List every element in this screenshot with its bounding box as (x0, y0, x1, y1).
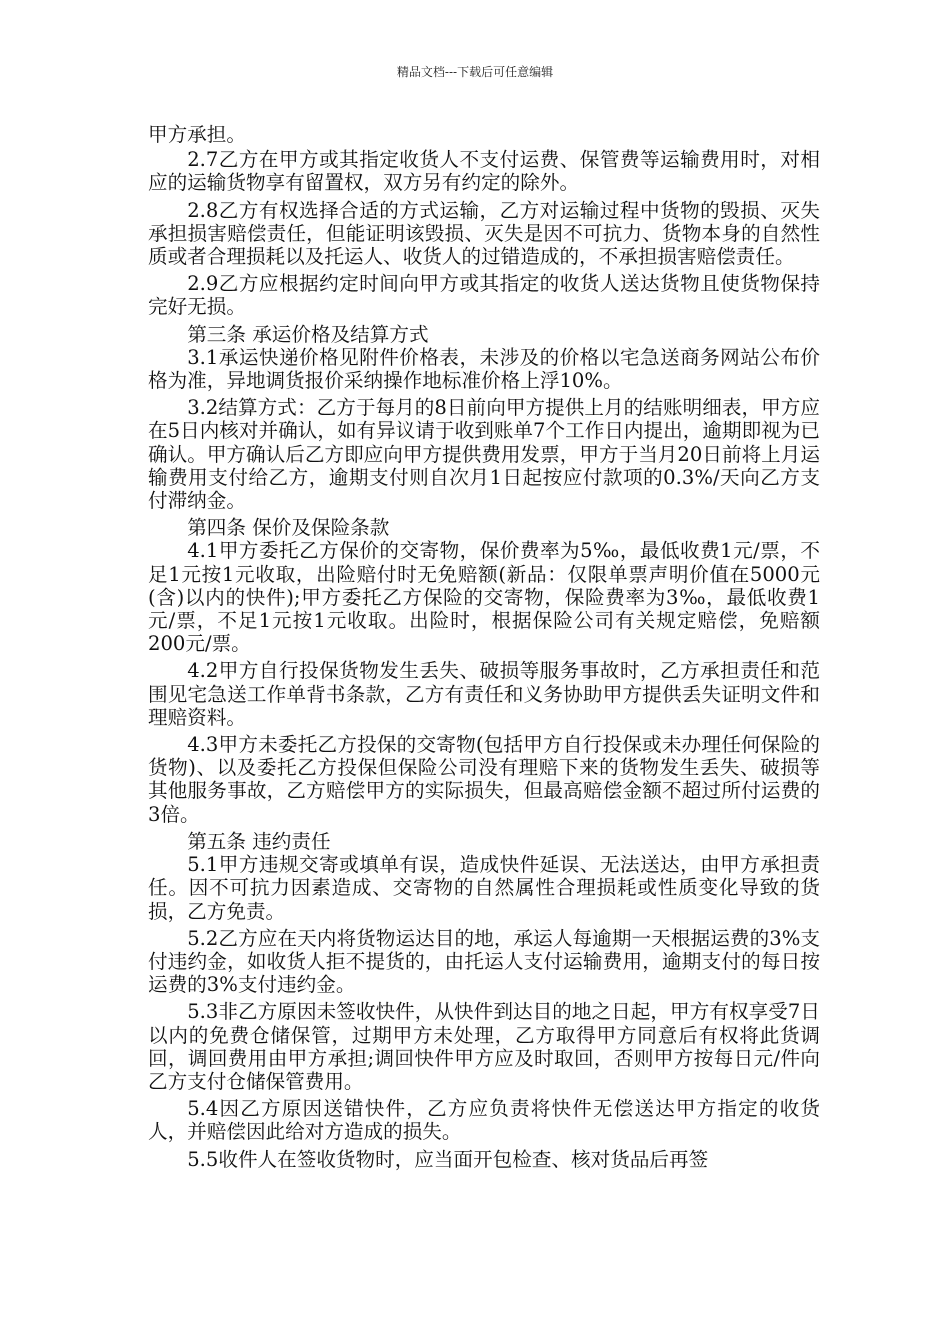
clause-2-8: 2.8乙方有权选择合适的方式运输，乙方对运输过程中货物的毁损、灭失承担损害赔偿责任，但能证明该毁损、灭失是因不可抗力、货物本身的自然性质或者合理损耗以及托运人、收货人的过错造成的，不承担损害赔偿责任。 (148, 198, 820, 269)
clause-5-3: 5.3非乙方原因未签收快件，从快件到达目的地之日起，甲方有权享受7日以内的免费仓储保管，过期甲方未处理，乙方取得甲方同意后有权将此货调回，调回费用由甲方承担;调回快件甲方应及时取回，否则甲方按每日元/件向乙方支付仓储保管费用。 (148, 1000, 820, 1093)
clause-4-2: 4.2甲方自行投保货物发生丢失、破损等服务事故时，乙方承担责任和范围见宅急送工作单背书条款，乙方有责任和义务协助甲方提供丢失证明文件和理赔资料。 (148, 659, 820, 729)
section-heading-4: 第四条 保价及保险条款 (187, 516, 390, 540)
clause-3-1: 3.1承运快递价格见附件价格表，未涉及的价格以宅急送商务网站公布价格为准，异地调货报价采纳操作地标准价格上浮10%。 (148, 345, 820, 393)
clause-5-1: 5.1甲方违规交寄或填单有误，造成快件延误、无法送达，由甲方承担责任。因不可抗力因素造成、交寄物的自然属性合理损耗或性质变化导致的货损，乙方免责。 (148, 853, 820, 923)
section-heading-5: 第五条 违约责任 (187, 829, 331, 853)
clause-2-7: 2.7乙方在甲方或其指定收货人不支付运费、保管费等运输费用时，对相应的运输货物享有留置权，双方另有约定的除外。 (148, 148, 820, 195)
clause-5-5: 5.5收件人在签收货物时，应当面开包检查、核对货品后再签 (187, 1147, 709, 1171)
clause-4-3: 4.3甲方未委托乙方投保的交寄物(包括甲方自行投保或未办理任何保险的货物)、以及委托乙方投保但保险公司没有理赔下来的货物发生丢失、破损等其他服务事故，乙方赔偿甲方的实际损失，但最高赔偿金额不超过所付运费的3倍。 (148, 733, 820, 826)
paragraph-continuation: 甲方承担。 (148, 123, 246, 146)
section-heading-3: 第三条 承运价格及结算方式 (187, 322, 429, 346)
clause-3-2: 3.2结算方式：乙方于每月的8日前向甲方提供上月的结账明细表，甲方应在5日内核对并确认，如有异议请于收到账单7个工作日内提出，逾期即视为已确认。甲方确认后乙方即应向甲方提供费用发票，甲方于当月20日前将上月运输费用支付给乙方，逾期支付则自次月1日起按应付款项的0.3%/天向乙方支付滞纳金。 (148, 396, 820, 513)
clause-2-9: 2.9乙方应根据约定时间向甲方或其指定的收货人送达货物且使货物保持完好无损。 (148, 272, 820, 319)
clause-5-4: 5.4因乙方原因送错快件，乙方应负责将快件无偿送达甲方指定的收货人，并赔偿因此给对方造成的损失。 (148, 1097, 820, 1144)
clause-5-2: 5.2乙方应在天内将货物运达目的地，承运人每逾期一天根据运费的3%支付违约金，如收货人拒不提货的，由托运人支付运输费用，逾期支付的每日按运费的3%支付违约金。 (148, 926, 820, 997)
page-header: 精品文档---下载后可任意编辑 (396, 65, 554, 79)
clause-4-1: 4.1甲方委托乙方保价的交寄物，保价费率为5‰，最低收费1元/票，不足1元按1元收取，出险赔付时无免赔额(新品：仅限单票声明价值在5000元(含)以内的快件);甲方委托乙方保险的交寄物，保险费率为3‰，最低收费1元/票，不足1元按1元收取。出险时，根据保险公司有关规定赔偿，免赔额200元/票。 (148, 539, 820, 656)
document-body (148, 123, 820, 1175)
